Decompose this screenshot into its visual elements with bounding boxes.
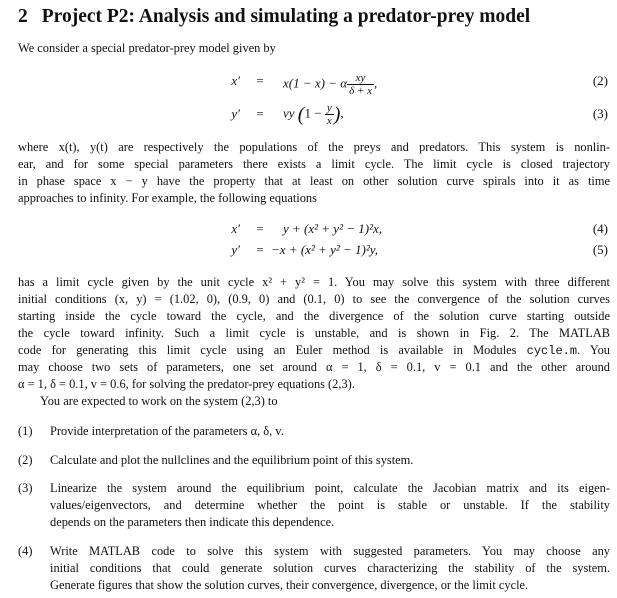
para1-line-3: in phase space x − y have the property that at least on other solution curve spirals into it as time bbox=[18, 174, 610, 188]
eq5-number: (5) bbox=[592, 242, 608, 257]
eq2-number: (2) bbox=[592, 73, 608, 88]
section-number: 2 bbox=[18, 6, 28, 27]
eq3-close-paren: ) bbox=[333, 103, 341, 126]
item-1-line-1: Provide interpretation of the parameters α, δ, v. bbox=[50, 424, 284, 438]
eq3-lhs: y′ bbox=[231, 106, 240, 121]
eq2-frac-den: δ + x bbox=[349, 85, 372, 97]
item-4-number: (4) bbox=[18, 544, 33, 558]
item-4-line-2: initial conditions that could generate solution curves characterizing the stability of the system. bbox=[50, 561, 610, 575]
equation-4 bbox=[0, 220, 617, 240]
para2-line-5 bbox=[18, 342, 610, 359]
item-3-line-3: depends on the parameters then indicate this dependence. bbox=[50, 515, 335, 529]
eq3-frac-den: x bbox=[326, 115, 332, 127]
intro-text: We consider a special predator-prey model given by bbox=[18, 41, 276, 55]
section-heading bbox=[18, 4, 613, 30]
item-4-line-3: Generate figures that show the solution curves, their convergence, divergence, or the limit cycle. bbox=[50, 578, 529, 592]
item-4-line-1: Write MATLAB code to solve this system with suggested parameters. You may choose any bbox=[50, 544, 610, 558]
eq2-lhs: x′ bbox=[231, 73, 240, 88]
equation-3 bbox=[0, 98, 617, 130]
eq2-rhs-main: x(1 − x) − α bbox=[283, 75, 348, 91]
eq5-lhs: y′ bbox=[231, 242, 240, 257]
eq5-rhs: −x + (x² + y² − 1)²y, bbox=[271, 242, 379, 257]
eq5-equals: = bbox=[256, 242, 264, 257]
module-filename: cycle.m bbox=[526, 344, 578, 358]
eq3-open-paren: ( bbox=[297, 103, 305, 126]
equation-2 bbox=[0, 64, 617, 96]
section-title: Project P2: Analysis and simulating a predator-prey model bbox=[41, 6, 531, 27]
equation-5 bbox=[0, 241, 617, 261]
para2-line-2: initial conditions (x, y) = (1.02, 0), (0.9, 0) and (0.1, 0) to see the convergence of the solution curves bbox=[18, 292, 610, 306]
eq2-frac-num: xy bbox=[347, 72, 374, 85]
eq3-one-minus: 1 − bbox=[304, 105, 325, 121]
eq4-rhs: y + (x² + y² − 1)²x, bbox=[283, 221, 382, 236]
para1-line-2: ear, and for some special parameters there exists a limit cycle. The limit cycle is closed trajectory bbox=[18, 157, 610, 171]
eq4-lhs: x′ bbox=[231, 221, 240, 236]
eq2-tail: , bbox=[374, 75, 378, 91]
eq3-equals: = bbox=[256, 106, 264, 121]
para1-line-1: where x(t), y(t) are respectively the populations of the preys and predators. This system is nonlin- bbox=[18, 140, 610, 154]
para2-line-6: may choose two sets of parameters, one set around α = 1, δ = 0.1, v = 0.1 and the other around bbox=[18, 360, 610, 374]
para2-line-4: the cycle toward infinity. Such a limit cycle is unstable, and is shown in Fig. 2. The MATLAB bbox=[18, 326, 610, 340]
eq3-frac-num: y bbox=[326, 102, 332, 114]
item-3-number: (3) bbox=[18, 481, 33, 495]
para2-line-3: starting inside the cycle toward the cycle, and the divergence of the solution curve starting outside bbox=[18, 309, 610, 323]
para2-line-1: has a limit cycle given by the unit cycle x² + y² = 1. You may solve this system with three different bbox=[18, 275, 610, 289]
para2-line-5-text: code for generating this limit cycle using an Euler method is available in Modules bbox=[18, 343, 527, 357]
item-3-line-1: Linearize the system around the equilibrium point, calculate the Jacobian matrix and its eigen- bbox=[50, 481, 610, 495]
eq3-rhs-main: vy bbox=[283, 105, 295, 121]
item-1-number: (1) bbox=[18, 424, 33, 438]
eq3-fraction bbox=[325, 102, 334, 127]
eq3-number: (3) bbox=[592, 106, 608, 121]
eq3-tail: , bbox=[340, 105, 344, 121]
eq3-rhs bbox=[283, 102, 344, 127]
para2-line-5-tail: . You bbox=[577, 343, 610, 357]
para3-text: You are expected to work on the system (2,3) to bbox=[40, 394, 278, 408]
item-2-number: (2) bbox=[18, 453, 33, 467]
eq2-fraction bbox=[347, 72, 374, 97]
eq2-rhs bbox=[283, 72, 377, 97]
eq4-equals: = bbox=[256, 221, 264, 236]
para2-line-7: α = 1, δ = 0.1, v = 0.6, for solving the predator-prey equations (2,3). bbox=[18, 377, 355, 391]
para1-line-4: approaches to infinity. For example, the following equations bbox=[18, 191, 317, 205]
item-2-line-1: Calculate and plot the nullclines and the equilibrium point of this system. bbox=[50, 453, 414, 467]
eq2-equals: = bbox=[256, 73, 264, 88]
item-3-line-2: values/eigenvectors, and determine whether the point is stable or unstable. If the stability bbox=[50, 498, 610, 512]
eq4-number: (4) bbox=[592, 221, 608, 236]
